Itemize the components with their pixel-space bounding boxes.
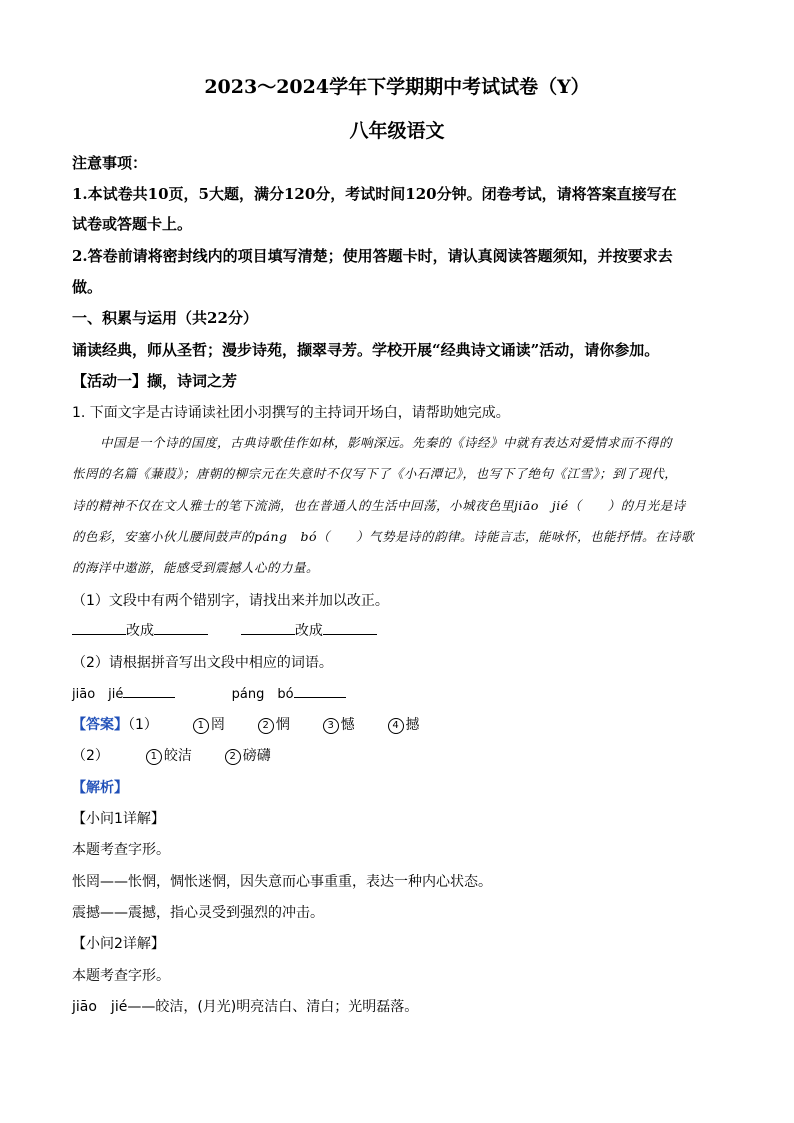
- notice-item1-line1: 1.本试卷共10页，5大题，满分120分，考试时间120分钟。闭卷考试，请将答案直接写在: [72, 185, 677, 203]
- analysis-q1-line2: 怅罔——怅惘，惆怅迷惘，因失意而心事重重，表达一种内心状态。: [72, 874, 492, 890]
- blank-wrong-2[interactable]: [241, 620, 295, 635]
- fix-row: [72, 620, 377, 640]
- blank-pinyin-1[interactable]: [123, 683, 175, 698]
- fix-label-2: 改成: [294, 623, 323, 639]
- answer-row-1: [72, 714, 420, 734]
- answer-item-2: 2 惘: [258, 717, 290, 733]
- answer-row-2: [72, 745, 271, 765]
- answer-item-6: 2 磅礴: [225, 748, 271, 764]
- passage-line-5: 的海洋中遨游，能感受到震撼人心的力量。: [72, 560, 320, 575]
- passage-line-1: 中国是一个诗的国度，古典诗歌佳作如林，影响深远。先秦的《诗经》中就有表达对爱情求而不得的: [100, 435, 673, 450]
- pinyin-jiaojie: jiāo jié: [72, 687, 124, 702]
- analysis-q1-line1: 本题考查字形。: [72, 842, 170, 858]
- notice-item1-line2: 试卷或答题卡上。: [72, 215, 193, 233]
- answer-label: 【答案】: [72, 717, 128, 733]
- answer-item-1: 1 罔: [193, 717, 225, 733]
- passage-line-4: 的色彩，安塞小伙儿腰间鼓声的páng bó（ ）气势是诗的韵律。诗能言志，能咏怀，也能抒情。在诗歌: [72, 529, 695, 544]
- notice-item2-line1: 2.答卷前请将密封线内的项目填写清楚；使用答题卡时，请认真阅读答题须知，并按要求去: [72, 247, 673, 265]
- passage-line-3: 诗的精神不仅在文人雅士的笔下流淌，也在普通人的生活中回荡，小城夜色里jiāo jié（ ）的月光是诗: [72, 498, 686, 513]
- answer-item-4: 4 撼: [388, 717, 420, 733]
- answer-item-5: 1 皎洁: [146, 748, 192, 764]
- exam-title: 2023～2024学年下学期期中考试试卷（Y）: [204, 76, 590, 98]
- activity-heading: 【活动一】撷，诗词之芳: [72, 372, 238, 390]
- section1-intro: 诵读经典，师从圣哲；漫步诗苑，撷翠寻芳。学校开展“经典诗文诵读”活动，请你参加。: [72, 341, 660, 359]
- answer-part1-no: （1）: [128, 717, 158, 733]
- blank-correct-2[interactable]: [323, 620, 377, 635]
- subquestion1: （1）文段中有两个错别字，请找出来并加以改正。: [72, 593, 389, 609]
- passage-line-2: 怅罔的名篇《蒹葭》；唐朝的柳宗元在失意时不仅写下了《小石潭记》，也写下了绝句《江雪》；到了现代，: [72, 466, 678, 481]
- pinyin-pangbo: páng bó: [231, 687, 294, 702]
- notice-item2-line2: 做。: [72, 278, 103, 296]
- blank-wrong-1[interactable]: [72, 620, 126, 635]
- analysis-q2-line1: 本题考查字形。: [72, 968, 170, 984]
- analysis-q2-heading: 【小问2详解】: [72, 936, 165, 952]
- blank-pinyin-2[interactable]: [294, 683, 346, 698]
- blank-correct-1[interactable]: [154, 620, 208, 635]
- notice-heading: 注意事项：: [72, 154, 148, 172]
- section1-heading: 一、积累与运用（共22分）: [72, 309, 258, 327]
- fix-label-1: 改成: [126, 623, 154, 639]
- analysis-q1-heading: 【小问1详解】: [72, 811, 165, 827]
- answer-part2-no: （2）: [72, 748, 109, 764]
- analysis-label: 【解析】: [72, 780, 128, 796]
- subquestion2: （2）请根据拼音写出文段中相应的词语。: [72, 655, 333, 671]
- question1-stem: 1. 下面文字是古诗诵读社团小羽撰写的主持词开场白，请帮助她完成。: [72, 405, 510, 421]
- pinyin-row: [72, 683, 346, 702]
- analysis-q1-line3: 震撼——震撼，指心灵受到强烈的冲击。: [72, 905, 324, 921]
- exam-subtitle: 八年级语文: [349, 120, 445, 142]
- analysis-q2-line2: jiāo jié——皎洁，(月光)明亮洁白、清白；光明磊落。: [72, 999, 419, 1015]
- answer-item-3: 3 憾: [323, 717, 355, 733]
